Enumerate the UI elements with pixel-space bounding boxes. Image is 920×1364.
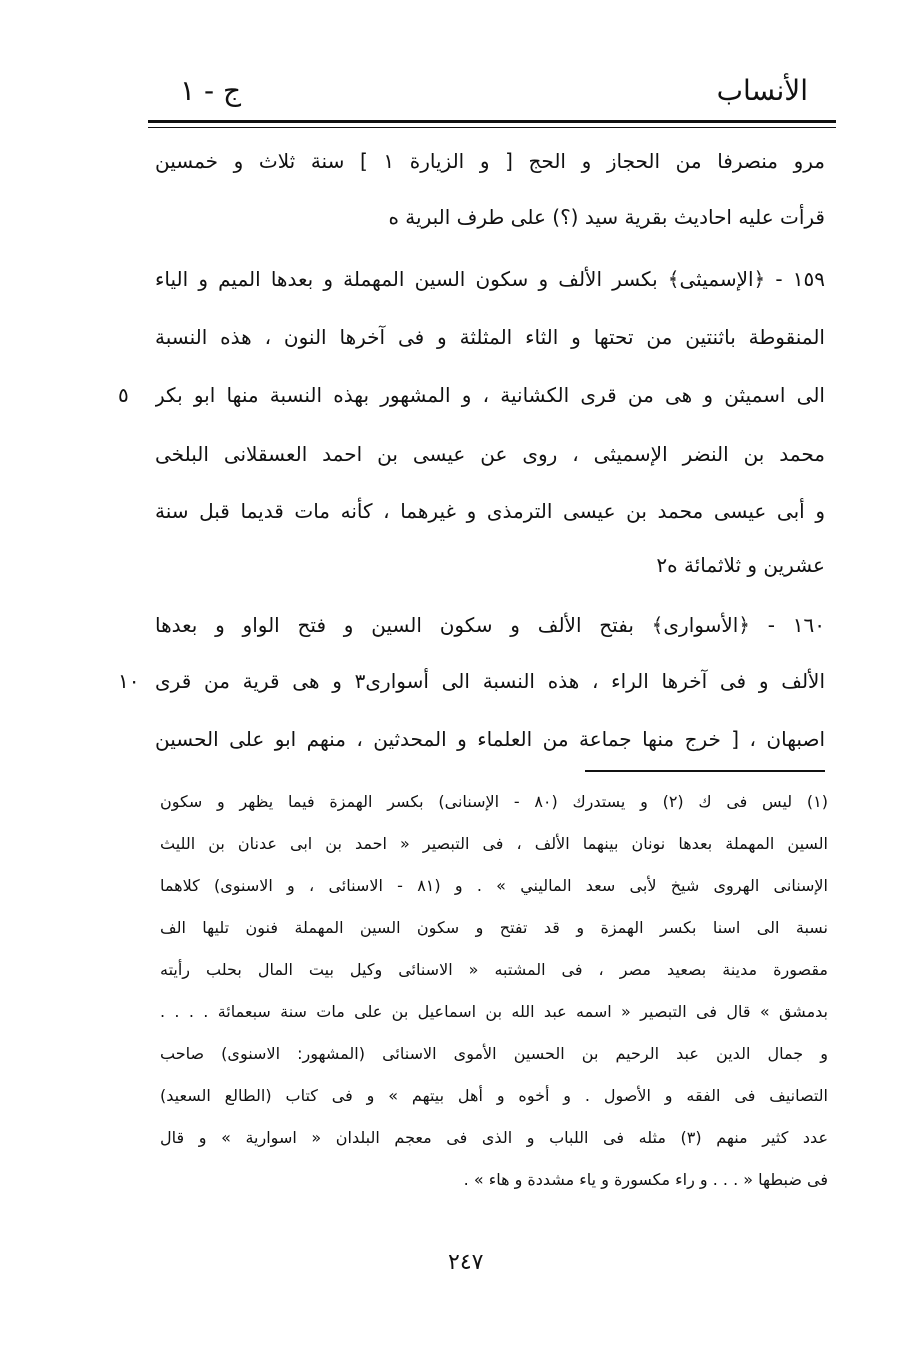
footnote-separator	[585, 770, 825, 772]
footnote-line: الإسنانى الهروى شيخ لأبى سعد الماليني » . و (٨١ - الاسنائى ، و الاسنوى) كلاهما	[160, 876, 828, 895]
margin-line-number: ١٠	[118, 669, 140, 693]
footnote-line: بدمشق » قال فى التبصير « اسمه عبد الله بن اسماعيل بن على مات سنة سبعمائة . . . .	[160, 1002, 828, 1021]
text-line: اصبهان ، [ خرج منها جماعة من العلماء و المحدثين ، منهم ابو على الحسين	[155, 727, 825, 751]
volume-label: ج - ١	[180, 74, 242, 107]
entry-160-heading-line: ١٦٠ - ﴿الأسوارى﴾ بفتح الألف و سكون السين و فتح الواو و بعدها	[155, 613, 825, 637]
footnote-line: فى ضبطها « . . . و راء مكسورة و ياء مشددة و هاء » .	[463, 1170, 828, 1189]
header-rule-thick	[148, 120, 836, 123]
text-line: عشرين و ثلاثمائة ه٢	[656, 553, 825, 577]
text-line: قرأت عليه احاديث بقرية سيد (؟) على طرف البرية ه	[388, 205, 825, 229]
page-number: ٢٤٧	[448, 1250, 484, 1275]
footnote-line: السين المهملة بعدها نونان بينهما الألف ، فى التبصير « احمد بن ابى عدنان بن الليث	[160, 834, 828, 853]
footnote-line: و جمال الدين عبد الرحيم بن الحسين الأموى الاسنائى (المشهور: الاسنوى) صاحب	[160, 1044, 828, 1063]
footnote-line: مقصورة مدينة بصعيد مصر ، فى المشتبه « الاسنائى وكيل بيت المال بحلب رأيته	[160, 960, 828, 979]
running-title: الأنساب	[716, 74, 808, 107]
text-line: المنقوطة باثنتين من تحتها و الثاء المثلثة و فى آخرها النون ، هذه النسبة	[155, 325, 825, 349]
footnote-line: (١) ليس فى ك (٢) و يستدرك (٨٠ - الإسنانى) بكسر الهمزة فيما يظهر و سكون	[160, 792, 828, 811]
text-line: مرو منصرفا من الحجاز و الحج [ و الزيارة ١ ] سنة ثلاث و خمسين	[155, 149, 825, 173]
footnote-line: عدد كثير منهم (٣) مثله فى اللباب و الذى فى معجم البلدان « اسوارية » و قال	[160, 1128, 828, 1147]
text-line: و أبى عيسى محمد بن عيسى الترمذى و غيرهما ، كأنه مات قديما قبل سنة	[155, 499, 825, 523]
text-line: الألف و فى آخرها الراء ، هذه النسبة الى أسوارى٣ و هى قرية من قرى	[155, 669, 825, 693]
footnote-line: نسبة الى اسنا بكسر الهمزة و قد تفتح و سكون السين المهملة فنون تليها الف	[160, 918, 828, 937]
text-line: محمد بن النضر الإسميثى ، روى عن عيسى بن احمد العسقلانى البلخى	[155, 442, 825, 466]
text-line: الى اسميثن و هى من قرى الكشانية ، و المشهور بهذه النسبة منها ابو بكر	[155, 383, 825, 407]
margin-line-number: ٥	[118, 383, 129, 407]
header-rule-thin	[148, 127, 836, 128]
entry-159-heading-line: ١٥٩ - ﴿الإسميثى﴾ بكسر الألف و سكون السين المهملة و بعدها الميم و الياء	[155, 267, 825, 291]
footnote-line: التصانيف فى الفقه و الأصول . و أخوه و أهل بيتهم » و فى كتاب (الطالع السعيد)	[160, 1086, 828, 1105]
